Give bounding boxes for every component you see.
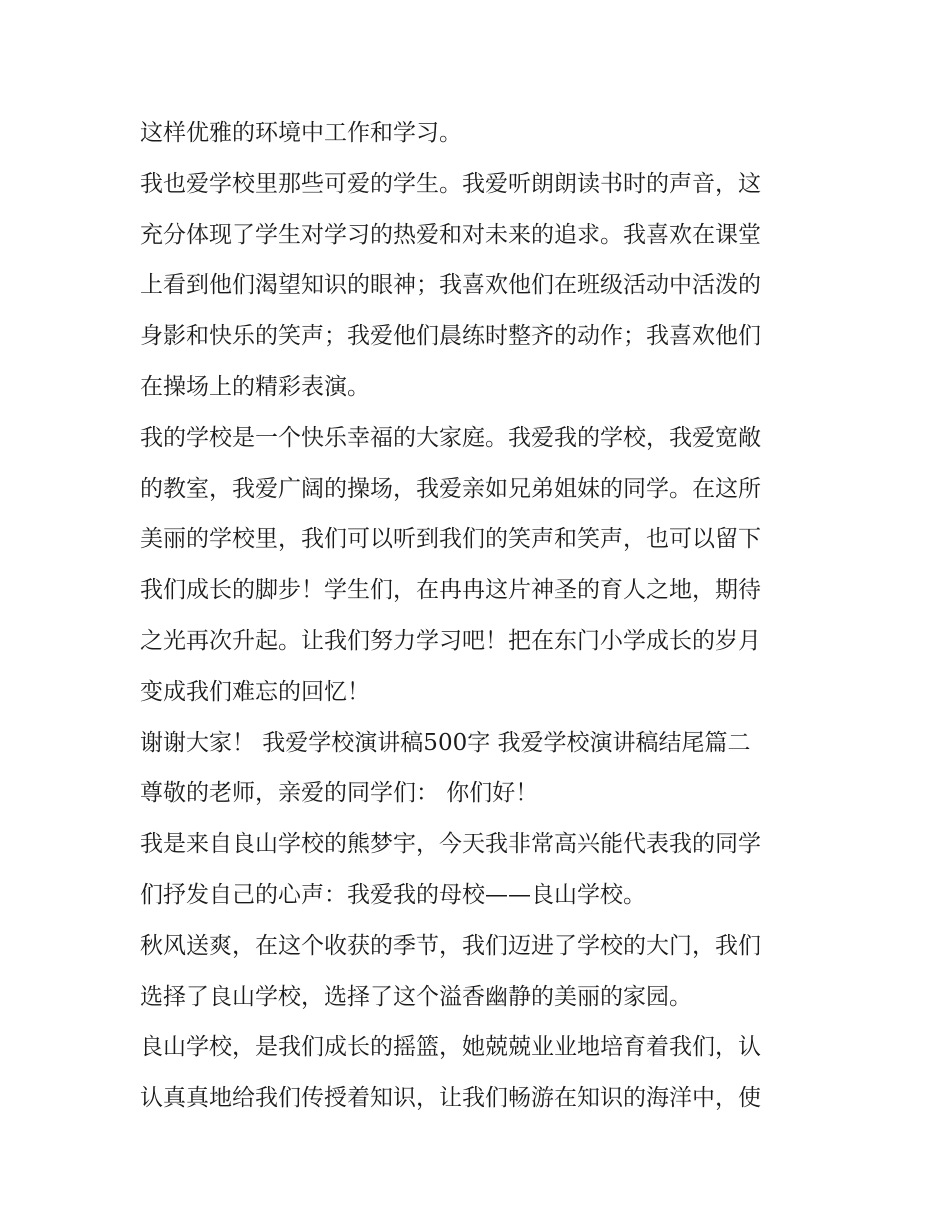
text-line: 之光再次升起。让我们努力学习吧！把在东门小学成长的岁月 [140,627,761,654]
text-line: 良山学校，是我们成长的摇篮，她兢兢业业地培育着我们，认 [140,1034,761,1061]
text-line: 秋风送爽，在这个收获的季节，我们迈进了学校的大门，我们 [140,932,761,959]
text-line: 选择了良山学校，选择了这个溢香幽静的美丽的家园。 [140,983,692,1010]
text-line: 充分体现了学生对学习的热爱和对未来的追求。我喜欢在课堂 [140,221,761,248]
text-line: 认真真地给我们传授着知识，让我们畅游在知识的海洋中，使 [140,1085,761,1112]
text-line: 我们成长的脚步！学生们，在冉冉这片神圣的育人之地，期待 [140,577,761,604]
text-line: 我是来自良山学校的熊梦宇，今天我非常高兴能代表我的同学 [140,831,761,858]
text-line: 的教室，我爱广阔的操场，我爱亲如兄弟姐妹的同学。在这所 [140,475,761,502]
text-line: 身影和快乐的笑声；我爱他们晨练时整齐的动作；我喜欢他们 [140,323,761,350]
text-line: 谢谢大家！ 我爱学校演讲稿500字 我爱学校演讲稿结尾篇二 [140,729,751,756]
text-line: 我也爱学校里那些可爱的学生。我爱听朗朗读书时的声音，这 [140,170,761,197]
text-line: 美丽的学校里，我们可以听到我们的笑声和笑声，也可以留下 [140,526,761,553]
text-line: 上看到他们渴望知识的眼神；我喜欢他们在班级活动中活泼的 [140,272,761,299]
text-line: 变成我们难忘的回忆！ [140,678,370,705]
text-line: 我的学校是一个快乐幸福的大家庭。我爱我的学校，我爱宽敞 [140,424,761,451]
text-line: 这样优雅的环境中工作和学习。 [140,120,462,146]
text-line: 在操场上的精彩表演。 [140,373,370,400]
text-line: 尊敬的老师，亲爱的同学们： 你们好！ [140,780,539,807]
document-body [140,108,830,1124]
text-line: 们抒发自己的心声：我爱我的母校——良山学校。 [140,881,646,908]
